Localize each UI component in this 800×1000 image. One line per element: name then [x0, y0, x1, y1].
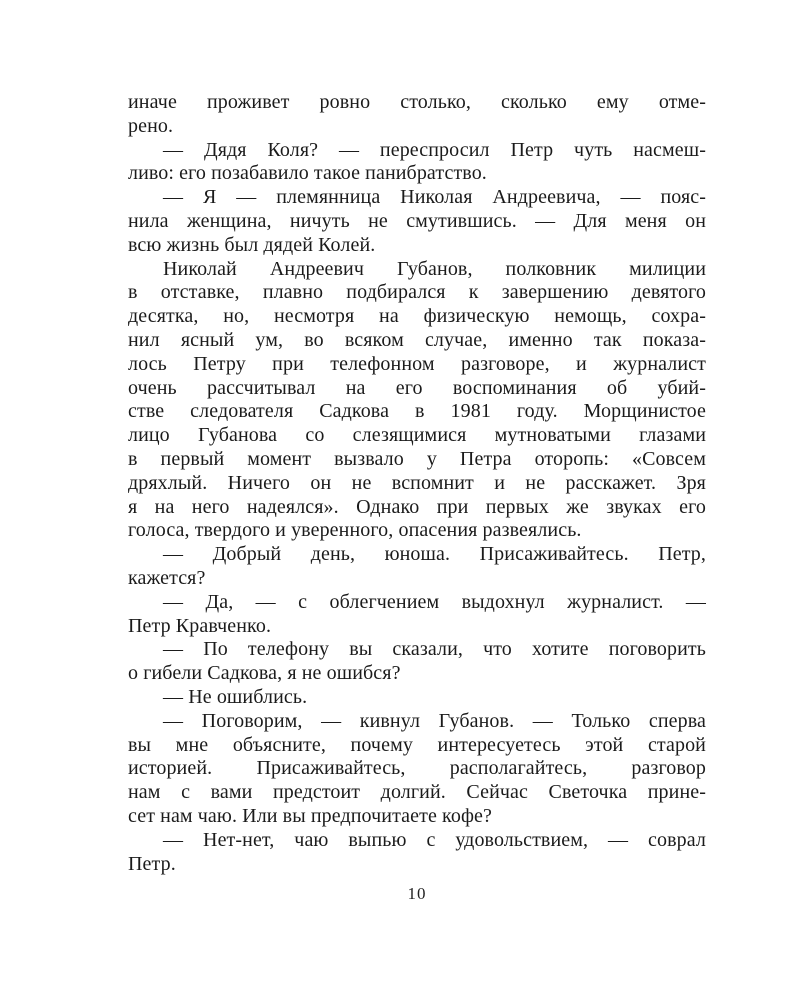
text-line: — Добрый день, юноша. Присаживайтесь. Петр, — [163, 543, 706, 566]
text-line: Петр Кравченко. — [128, 614, 272, 637]
text-line: стве следователя Садкова в 1981 году. Морщинистое — [128, 400, 706, 423]
text-line: очень рассчитывал на его воспоминания об убий- — [128, 376, 706, 399]
text-line: лось Петру при телефонном разговоре, и журналист — [128, 352, 706, 375]
text-line: — Да, — с облегчением выдохнул журналист. — — [163, 590, 706, 613]
text-line: — Поговорим, — кивнул Губанов. — Только сперва — [163, 709, 706, 732]
text-line: вы мне объясните, почему интересуетесь этой старой — [128, 733, 706, 756]
text-line: историей. Присаживайтесь, располагайтесь, разговор — [128, 757, 706, 780]
page-number: 10 — [407, 884, 427, 903]
text-line: — Нет-нет, чаю выпью с удовольствием, — соврал — [163, 828, 706, 851]
text-line: иначе проживет ровно столько, сколько ему отме- — [128, 91, 706, 113]
text-line: дряхлый. Ничего он не вспомнит и не расскажет. Зря — [128, 471, 706, 494]
text-line: — Дядя Коля? — переспросил Петр чуть насмеш- — [163, 138, 706, 161]
text-line: нам с вами предстоит долгий. Сейчас Светочка прине- — [128, 781, 706, 804]
text-line: Петр. — [128, 852, 176, 875]
text-line: кажется? — [128, 566, 206, 589]
text-line: — Не ошиблись. — [163, 685, 308, 708]
text-line: нила женщина, ничуть не смутившись. — Для меня он — [128, 209, 706, 232]
text-line: я на него надеялся». Однако при первых же звуках его — [128, 495, 706, 518]
text-line: сет нам чаю. Или вы предпочитаете кофе? — [128, 804, 492, 827]
text-line: — По телефону вы сказали, что хотите поговорить — [163, 638, 706, 661]
text-line: нил ясный ум, во всяком случае, именно так показа- — [128, 328, 706, 351]
text-line: в отставке, плавно подбирался к завершению девятого — [128, 281, 706, 304]
text-line: в первый момент вызвало у Петра оторопь: «Совсем — [128, 447, 706, 470]
text-line: о гибели Садкова, я не ошибся? — [128, 662, 401, 685]
text-line: голоса, твердого и уверенного, опасения развеялись. — [128, 519, 582, 542]
text-line: лицо Губанова со слезящимися мутноватыми глазами — [128, 424, 706, 447]
text-line: — Я — племянница Николая Андреевича, — пояс- — [163, 186, 706, 209]
page-text — [128, 91, 706, 876]
text-line: всю жизнь был дядей Колей. — [128, 233, 376, 256]
text-line: ливо: его позабавило такое панибратство. — [128, 162, 487, 185]
text-line: рено. — [128, 114, 174, 137]
text-line: десятка, но, несмотря на физическую немощь, сохра- — [128, 305, 706, 328]
text-line: Николай Андреевич Губанов, полковник милиции — [163, 257, 706, 280]
